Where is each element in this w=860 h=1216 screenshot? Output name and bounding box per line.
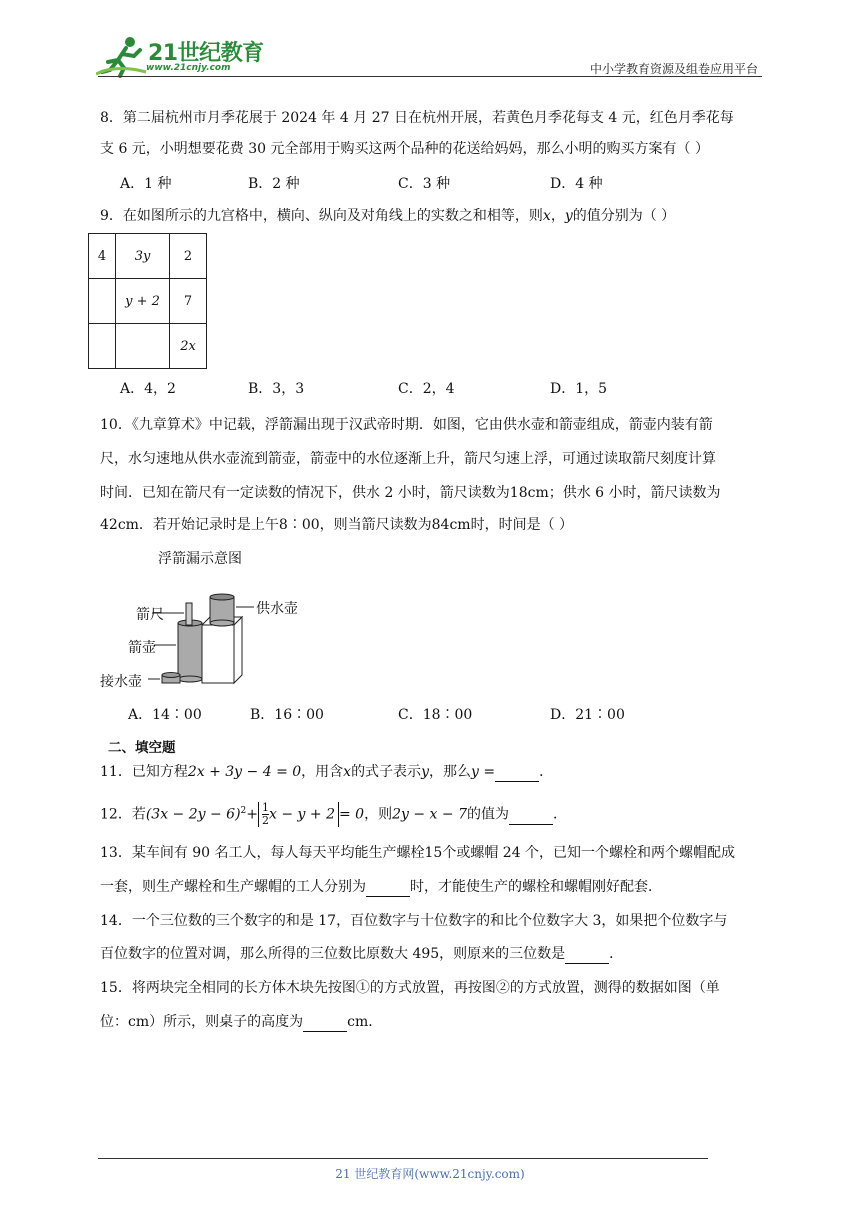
q8-option-a: A．1 种 xyxy=(120,176,172,192)
logo-url: www.21cnjy.com xyxy=(146,63,231,73)
q14-line2: 百位数字的位置对调，那么所得的三位数比原数大 495，则原来的三位数是 ． xyxy=(100,946,624,962)
grid-cell xyxy=(89,324,116,369)
q9-option-a: A．4，2 xyxy=(120,381,176,397)
label-supply-pot: 供水壶 xyxy=(256,601,298,617)
answer-blank xyxy=(366,878,410,897)
q12-question: 12．若$(3x - 2y - 6)^2+$ $\frac{1}{2}$ x − y + 2 = 0，则2y − x − 7的值为 ． xyxy=(100,801,567,828)
footer-divider xyxy=(98,1158,708,1159)
grid-cell xyxy=(116,324,170,369)
q9-question: 9．在如图所示的九宫格中，横向、纵向及对角线上的实数之和相等，则x，y的值分别为（ ） xyxy=(100,208,676,224)
q13-line2: 一套，则生产螺栓和生产螺帽的工人分别为 时，才能使生产的螺栓和螺帽刚好配套． xyxy=(100,879,662,895)
grid-cell: 4 xyxy=(89,234,116,279)
q13-line1: 13．某车间有 90 名工人，每人每天平均能生产螺栓15个或螺帽 24 个，已知一个螺栓和两个螺帽配成 xyxy=(100,845,736,861)
grid-cell: y + 2 xyxy=(116,279,170,324)
answer-blank xyxy=(303,1013,347,1032)
figure-title: 浮箭漏示意图 xyxy=(158,551,242,567)
q8-line2: 支 6 元，小明想要花费 30 元全部用于购买这两个品种的花送给妈妈，那么小明的购买方案有（ ） xyxy=(100,141,709,157)
logo-text: 21世纪教育 xyxy=(148,41,264,66)
header-divider xyxy=(98,76,762,77)
grid-cell: 2x xyxy=(170,324,207,369)
q10-option-b: B．16∶00 xyxy=(250,707,324,723)
q8-option-d: D．4 种 xyxy=(550,176,603,192)
grid-cell: 7 xyxy=(170,279,207,324)
label-arrow-rod: 箭尺 xyxy=(136,607,164,623)
q8-line1: 8．第二届杭州市月季花展于 2024 年 4 月 27 日在杭州开展，若黄色月季花每支 4 元，红色月季花每 xyxy=(100,110,734,126)
q10-option-a: A．14∶00 xyxy=(128,707,202,723)
q10-line1: 10．《九章算术》中记载，浮箭漏出现于汉武帝时期．如图，它由供水壶和箭壶组成，箭壶内装有箭 xyxy=(100,417,713,433)
q14-line1: 14．一个三位数的三个数字的和是 17，百位数字与十位数字的和比个位数字大 3，如果把个位数字与 xyxy=(100,913,728,929)
grid-cell: 2 xyxy=(170,234,207,279)
q11-question: 11．已知方程2x + 3y − 4 = 0，用含x的式子表示y，那么y = ． xyxy=(100,764,554,780)
q9-option-c: C．2，4 xyxy=(398,381,455,397)
q9-option-d: D．1，5 xyxy=(550,381,608,397)
q10-option-d: D．21∶00 xyxy=(550,707,625,723)
answer-blank xyxy=(509,806,553,825)
q10-option-c: C．18∶00 xyxy=(398,707,473,723)
answer-blank xyxy=(495,763,539,782)
footer-site-link[interactable]: 21 世纪教育网(www.21cnjy.com) xyxy=(335,1167,525,1181)
q15-line1: 15．将两块完全相同的长方体木块先按图①的方式放置，再按图②的方式放置，测得的数据如图（单 xyxy=(100,980,720,996)
q15-line2: 位：cm）所示，则桌子的高度为 cm． xyxy=(100,1014,383,1030)
magic-square-grid xyxy=(88,233,207,369)
section-title-fill-in: 二、填空题 xyxy=(108,740,176,756)
grid-cell: 3y xyxy=(116,234,170,279)
q9-option-b: B．3，3 xyxy=(248,381,305,397)
label-receiver-pot: 接水壶 xyxy=(100,674,142,690)
q10-line4: 42cm．若开始记录时是上午8∶00，则当箭尺读数为84cm时，时间是（ ） xyxy=(100,517,574,533)
label-arrow-pot: 箭壶 xyxy=(128,640,156,656)
grid-cell xyxy=(89,279,116,324)
q10-line2: 尺，水匀速地从供水壶流到箭壶，箭壶中的水位逐渐上升，箭尺匀速上浮，可通过读取箭尺刻度计算 xyxy=(100,451,716,467)
q8-option-b: B．2 种 xyxy=(248,176,300,192)
q10-line3: 时间．已知在箭尺有一定读数的情况下，供水 2 小时，箭尺读数为18cm；供水 6 小时，箭尺读数为 xyxy=(100,485,721,501)
q8-option-c: C．3 种 xyxy=(398,176,451,192)
answer-blank xyxy=(565,945,609,964)
header-platform-title: 中小学教育资源及组卷应用平台 xyxy=(589,62,758,76)
